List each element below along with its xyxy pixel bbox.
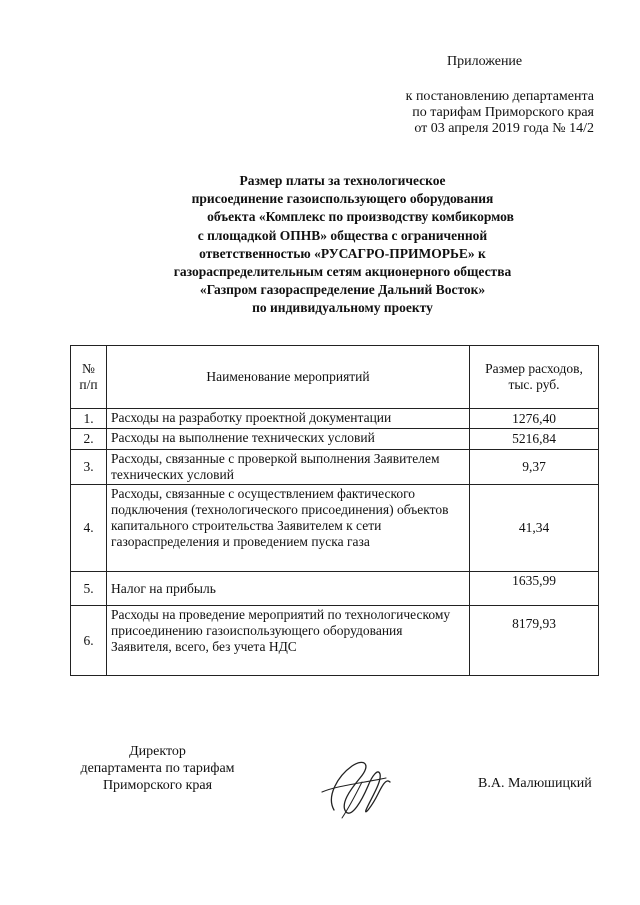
row-name: Расходы на выполнение технических условий <box>107 429 470 450</box>
appendix-title: Приложение <box>447 54 523 69</box>
reference-line: к постановлению департамента <box>405 89 594 104</box>
table-row <box>71 572 599 606</box>
row-cost: 5216,84 <box>470 429 599 450</box>
position-line: Директор <box>129 744 186 759</box>
row-number: 6. <box>71 606 107 676</box>
document-title <box>115 172 570 318</box>
reference-line: по тарифам Приморского края <box>412 105 594 120</box>
table-row <box>71 409 599 429</box>
row-cost: 41,34 <box>470 485 599 572</box>
appendix-reference <box>380 89 594 137</box>
row-number: 5. <box>71 572 107 606</box>
table-row <box>71 606 599 676</box>
title-line: с площадкой ОПНВ» общества с ограниченной <box>197 227 488 243</box>
handwritten-signature <box>316 748 396 833</box>
signatory-name: В.А. Малюшицкий <box>478 776 592 791</box>
title-line: присоединение газоиспользующего оборудования <box>191 191 494 207</box>
table-row <box>71 485 599 572</box>
reference-line: от 03 апреля 2019 года № 14/2 <box>414 121 594 136</box>
row-name: Расходы на проведение мероприятий по технологическому присоединению газоиспользующего оборудования Заявителя, всего, без учета НДС <box>107 606 470 676</box>
row-number: 4. <box>71 485 107 572</box>
table-row <box>71 429 599 450</box>
cost-table <box>70 345 599 676</box>
row-cost: 1635,99 <box>470 572 599 606</box>
position-line: Приморского края <box>102 778 213 793</box>
position-line: департамента по тарифам <box>80 761 235 776</box>
table-row <box>71 450 599 485</box>
row-number: 2. <box>71 429 107 450</box>
title-line: газораспределительным сетям акционерного общества <box>173 264 512 280</box>
header-num: № п/п <box>71 346 107 409</box>
row-cost: 9,37 <box>470 450 599 485</box>
row-name: Расходы, связанные с осуществлением фактического подключения (технологического присоединения) объектов капитального строительства Заявителем к сети газораспределения и проведением пуска газа <box>107 485 470 572</box>
title-line: «Газпром газораспределение Дальний Восток» <box>199 282 486 298</box>
title-line: ответственностью «РУСАГРО-ПРИМОРЬЕ» к <box>199 245 486 261</box>
row-number: 1. <box>71 409 107 429</box>
title-line: Размер платы за технологическое <box>239 173 446 188</box>
title-line: по индивидуальному проекту <box>252 300 433 316</box>
row-name: Расходы, связанные с проверкой выполнения Заявителем технических условий <box>107 450 470 485</box>
signatory-position <box>60 743 255 794</box>
row-number: 3. <box>71 450 107 485</box>
header-cost: Размер расходов, тыс. руб. <box>470 346 599 409</box>
title-line: объекта «Комплекс по производству комбикормов <box>207 209 514 225</box>
header-name: Наименование мероприятий <box>107 346 470 409</box>
row-name: Расходы на разработку проектной документации <box>107 409 470 429</box>
table-header-row <box>71 346 599 409</box>
row-cost: 8179,93 <box>470 606 599 676</box>
row-cost: 1276,40 <box>470 409 599 429</box>
row-name: Налог на прибыль <box>107 572 470 606</box>
